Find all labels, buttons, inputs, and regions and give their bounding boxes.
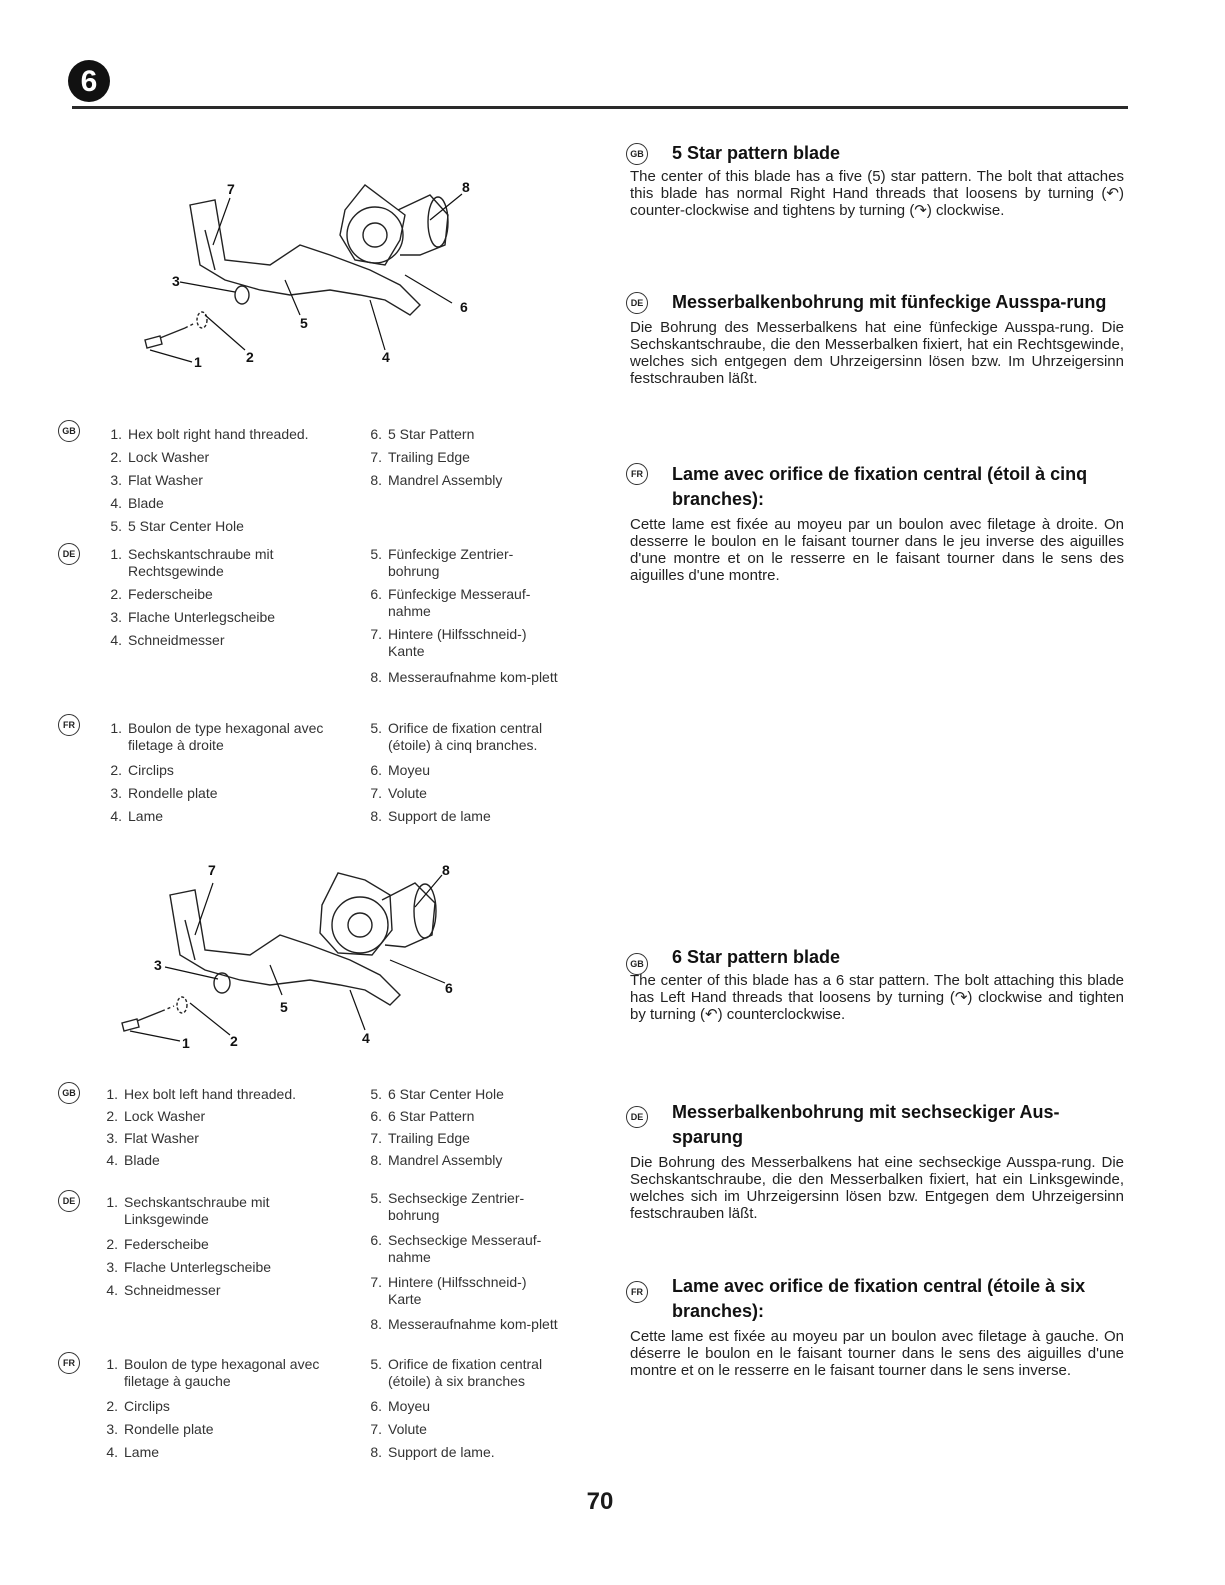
legend-num: 8.: [370, 808, 382, 824]
legend-text: 6 Star Center Hole: [388, 1086, 504, 1102]
callout-2: 2: [246, 349, 254, 365]
legend-text: Trailing Edge: [388, 449, 470, 465]
section-5-star-gb: [630, 142, 1124, 219]
legend-num: 6.: [370, 1232, 382, 1248]
legend-text: 6 Star Pattern: [388, 1108, 475, 1124]
figure-6-star-blade: [110, 855, 480, 1055]
legend-num: 5.: [370, 546, 382, 562]
section-6-star-de: [630, 1100, 1124, 1222]
lang-badge-de: DE: [58, 1190, 80, 1212]
legend-num: 4.: [110, 808, 122, 824]
legend-text: Hintere (Hilfsschneid-) Kante: [388, 626, 527, 659]
legend-num: 2.: [110, 762, 122, 778]
legend-text: Lame: [128, 808, 164, 824]
legend-num: 1.: [106, 1194, 118, 1210]
legend-text: Sechskantschraube mit Linksgewinde: [124, 1194, 270, 1227]
legend-num: 6.: [370, 426, 382, 442]
legend-text: Support de lame.: [388, 1444, 495, 1460]
legend-num: 2.: [110, 586, 122, 602]
callout-7: 7: [227, 181, 235, 197]
legend-num: 3.: [110, 609, 122, 625]
lang-badge-de: DE: [626, 292, 648, 314]
lang-badge-gb: GB: [626, 143, 648, 165]
section-heading: Lame avec orifice de fixation central (étoil à cinq branches):: [672, 464, 1088, 509]
legend-text: Lame: [124, 1444, 160, 1460]
legend-text: Messeraufnahme kom-plett: [388, 669, 558, 685]
legend-num: 3.: [106, 1259, 118, 1275]
legend-num: 6.: [370, 762, 382, 778]
legend-num: 3.: [110, 472, 122, 488]
legend-text: Hex bolt left hand threaded.: [124, 1086, 297, 1102]
legend-text: Fünfeckige Messerauf-nahme: [388, 586, 531, 619]
lang-badge-fr: FR: [626, 463, 648, 485]
section-body: The center of this blade has a 6 star pattern. The bolt attaching this blade has Left Hand threads that loosens by turning (↷) clockwise and tighten by turning (↶) counterclockwise.: [630, 972, 1124, 1023]
legend-num: 6.: [370, 1398, 382, 1414]
legend-num: 7.: [370, 1130, 382, 1146]
section-number: 6: [80, 65, 98, 98]
legend-num: 7.: [370, 1421, 382, 1437]
section-body: The center of this blade has a five (5) star pattern. The bolt that attaches this blade has normal Right Hand threads that loosens by turning (↶) counter-clockwise and tightens by turning (↷) clockwise.: [630, 168, 1124, 219]
legend-text: Flache Unterlegscheibe: [124, 1259, 272, 1275]
legend-num: 4.: [106, 1282, 118, 1298]
legend-text: Sechskantschraube mit Rechtsgewinde: [128, 546, 274, 579]
legend-text: Schneidmesser: [128, 632, 225, 648]
callout-2: 2: [230, 1033, 238, 1049]
legend-num: 4.: [110, 632, 122, 648]
legend-num: 3.: [106, 1130, 118, 1146]
section-number-badge: [66, 58, 112, 104]
legend-num: 1.: [106, 1086, 118, 1102]
section-heading: Lame avec orifice de fixation central (étoile à six branches):: [672, 1276, 1086, 1321]
callout-8: 8: [462, 179, 470, 195]
legend-text: Moyeu: [388, 1398, 431, 1414]
legend-num: 3.: [106, 1421, 118, 1437]
legend-text: Moyeu: [388, 762, 431, 778]
legend-num: 2.: [110, 449, 122, 465]
legend-text: Schneidmesser: [124, 1282, 221, 1298]
lang-badge-fr: FR: [626, 1281, 648, 1303]
section-5-star-fr: [630, 462, 1124, 584]
legend-text: Mandrel Assembly: [388, 1152, 503, 1168]
legend-num: 2.: [106, 1108, 118, 1124]
legend-num: 1.: [110, 426, 122, 442]
legend-text: Messeraufnahme kom-plett: [388, 1316, 558, 1332]
legend-num: 4.: [110, 495, 122, 511]
callout-5: 5: [300, 315, 308, 331]
legend-text: Hintere (Hilfsschneid-) Karte: [388, 1274, 527, 1307]
legend-num: 8.: [370, 669, 382, 685]
legend-text: Boulon de type hexagonal avec filetage à gauche: [124, 1356, 320, 1389]
legend-text: Fünfeckige Zentrier-bohrung: [388, 546, 514, 579]
legend-text: 5 Star Pattern: [388, 426, 475, 442]
callout-4: 4: [382, 349, 390, 365]
callout-1: 1: [182, 1035, 190, 1051]
legend-num: 7.: [370, 1274, 382, 1290]
section-heading: 6 Star pattern blade: [672, 947, 841, 967]
legend-num: 1.: [110, 720, 122, 736]
legend-num: 8.: [370, 1152, 382, 1168]
page-number: 70: [586, 1488, 614, 1515]
legend-text: Sechseckige Messerauf-nahme: [388, 1232, 542, 1265]
legend-num: 5.: [110, 518, 122, 534]
legend-text: Orifice de fixation central (étoile) à six branches: [388, 1356, 543, 1389]
section-body: Die Bohrung des Messerbalkens hat eine sechseckige Ausspa-rung. Die Sechskantschraube, die den Messerbalken fixiert, hat ein Linksgewinde, welches sich im Uhrzeigersinn lösen bzw. Entgegen dem Uhrzeigersinn festschrauben läßt.: [630, 1154, 1124, 1222]
legend-text: Blade: [128, 495, 164, 511]
callout-3: 3: [154, 957, 162, 973]
legend-num: 1.: [110, 546, 122, 562]
legend-text: Hex bolt right hand threaded.: [128, 426, 309, 442]
callout-7: 7: [208, 862, 216, 878]
legend-text: 5 Star Center Hole: [128, 518, 244, 534]
section-heading: 5 Star pattern blade: [672, 143, 841, 163]
legend-text: Federscheibe: [128, 586, 213, 602]
legend-text: Flat Washer: [124, 1130, 199, 1146]
section-heading: Messerbalkenbohrung mit sechseckiger Aus-sparung: [672, 1102, 1060, 1147]
legend-num: 2.: [106, 1398, 118, 1414]
legend-num: 8.: [370, 1316, 382, 1332]
callout-6: 6: [460, 299, 468, 315]
lang-badge-gb: GB: [58, 1082, 80, 1104]
legend-text: Blade: [124, 1152, 160, 1168]
legend-text: Rondelle plate: [124, 1421, 214, 1437]
legend-text: Federscheibe: [124, 1236, 209, 1252]
legend-text: Flat Washer: [128, 472, 203, 488]
section-body: Die Bohrung des Messerbalkens hat eine fünfeckige Ausspa-rung. Die Sechskantschraube, die den Messerbalken fixiert, hat ein Rechtsgewinde, welches sich entgegen dem Uhrzeigersinn lösen bzw. Im Uhrzeigersinn festschrauben läßt.: [630, 319, 1124, 387]
lang-badge-fr: FR: [58, 714, 80, 736]
callout-6: 6: [445, 980, 453, 996]
legend-num: 5.: [370, 1356, 382, 1372]
callout-5: 5: [280, 999, 288, 1015]
section-6-star-fr: [630, 1274, 1124, 1379]
legend-text: Circlips: [124, 1398, 170, 1414]
legend-text: Orifice de fixation central (étoile) à cinq branches.: [388, 720, 543, 753]
callout-8: 8: [442, 862, 450, 878]
legend-text: Circlips: [128, 762, 174, 778]
callout-4: 4: [362, 1030, 370, 1046]
legend-text: Sechseckige Zentrier-bohrung: [388, 1190, 525, 1223]
lang-badge-gb: GB: [626, 953, 648, 975]
legend-num: 4.: [106, 1152, 118, 1168]
legend-num: 8.: [370, 472, 382, 488]
legend-text: Mandrel Assembly: [388, 472, 503, 488]
legend-text: Lock Washer: [124, 1108, 206, 1124]
figure-5-star-blade: [130, 170, 490, 370]
top-rule: [72, 106, 1128, 109]
legend-text: Lock Washer: [128, 449, 210, 465]
section-5-star-de: [630, 290, 1124, 387]
lang-badge-fr: FR: [58, 1352, 80, 1374]
legend-num: 5.: [370, 720, 382, 736]
lang-badge-gb: GB: [58, 420, 80, 442]
callout-1: 1: [194, 354, 202, 370]
legend-num: 7.: [370, 449, 382, 465]
legend-text: Flache Unterlegscheibe: [128, 609, 276, 625]
legend-num: 2.: [106, 1236, 118, 1252]
legend-num: 5.: [370, 1190, 382, 1206]
legend-num: 1.: [106, 1356, 118, 1372]
section-body: Cette lame est fixée au moyeu par un boulon avec filetage à droite. On desserre le boulon en le faisant tourner dans le jeu inverse des aiguilles d'une montre et on le resserre en le faisant tourner dans le sens des aiguilles d'une montre.: [630, 516, 1124, 584]
section-body: Cette lame est fixée au moyeu par un boulon avec filetage à gauche. On déserre le boulon en le faisant tourner dans le sens des aiguilles d'une montre et on le resserre en le faisant tourner dans le sens inverse.: [630, 1328, 1124, 1379]
legend-text: Volute: [388, 1421, 427, 1437]
legend-num: 5.: [370, 1086, 382, 1102]
legend-num: 8.: [370, 1444, 382, 1460]
lang-badge-de: DE: [626, 1106, 648, 1128]
legend-text: Rondelle plate: [128, 785, 218, 801]
legend-text: Volute: [388, 785, 427, 801]
legend-num: 3.: [110, 785, 122, 801]
legend-num: 4.: [106, 1444, 118, 1460]
legend-text: Boulon de type hexagonal avec filetage à droite: [128, 720, 324, 753]
legend-text: Trailing Edge: [388, 1130, 470, 1146]
section-6-star-gb: [630, 946, 1124, 1023]
legend-num: 7.: [370, 785, 382, 801]
legend-num: 7.: [370, 626, 382, 642]
section-heading: Messerbalkenbohrung mit fünfeckige Ausspa-rung: [672, 292, 1107, 312]
legend-num: 6.: [370, 1108, 382, 1124]
callout-3: 3: [172, 273, 180, 289]
legend-text: Support de lame: [388, 808, 491, 824]
legend-num: 6.: [370, 586, 382, 602]
lang-badge-de: DE: [58, 543, 80, 565]
